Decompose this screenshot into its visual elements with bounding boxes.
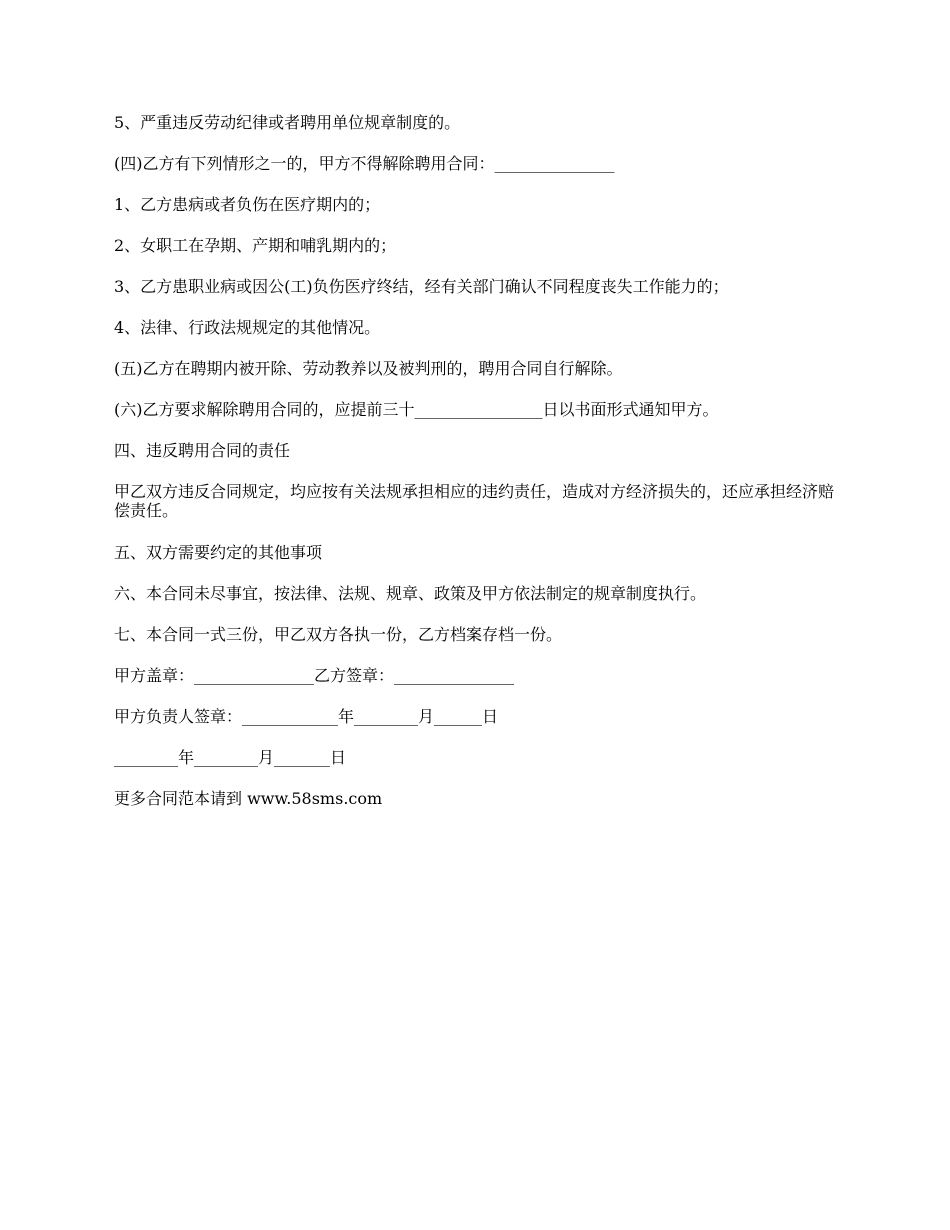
section-4-liability-text: 甲乙双方违反合同规定，均应按有关法规承担相应的违约责任，造成对方经济损失的，还应承担经济赔偿责任。 <box>114 482 835 520</box>
clause-4-item-4: 4、法律、行政法规规定的其他情况。 <box>114 318 381 337</box>
clause-4-item-1: 1、乙方患病或者负伤在医疗期内的； <box>114 195 381 214</box>
clause-4-item-2: 2、女职工在孕期、产期和哺乳期内的； <box>114 236 397 255</box>
date-line: ________年________月_______日 <box>114 748 347 767</box>
clause-4-no-termination: (四)乙方有下列情形之一的，甲方不得解除聘用合同：_______________ <box>114 154 615 173</box>
signature-seal-line: 甲方盖章：_______________乙方签章：_______________ <box>114 666 515 685</box>
clause-6-notice-period: (六)乙方要求解除聘用合同的，应提前三十________________日以书面形式通知甲方。 <box>114 400 719 419</box>
section-6-text: 六、本合同未尽事宜，按法律、法规、规章、政策及甲方依法制定的规章制度执行。 <box>114 584 707 603</box>
responsible-person-signature-line: 甲方负责人签章：____________年________月______日 <box>114 707 499 726</box>
section-5-heading: 五、双方需要约定的其他事项 <box>114 543 323 562</box>
section-7-text: 七、本合同一式三份，甲乙双方各执一份，乙方档案存档一份。 <box>114 625 563 644</box>
clause-4-item-3: 3、乙方患职业病或因公(工)负伤医疗终结，经有关部门确认不同程度丧失工作能力的； <box>114 277 729 296</box>
footer-more-templates: 更多合同范本请到 www.58sms.com <box>114 789 383 808</box>
clause-5-severe-violation: 5、严重违反劳动纪律或者聘用单位规章制度的。 <box>114 113 461 132</box>
section-4-heading: 四、违反聘用合同的责任 <box>114 441 291 460</box>
clause-5-automatic-termination: (五)乙方在聘期内被开除、劳动教养以及被判刑的，聘用合同自行解除。 <box>114 359 623 378</box>
